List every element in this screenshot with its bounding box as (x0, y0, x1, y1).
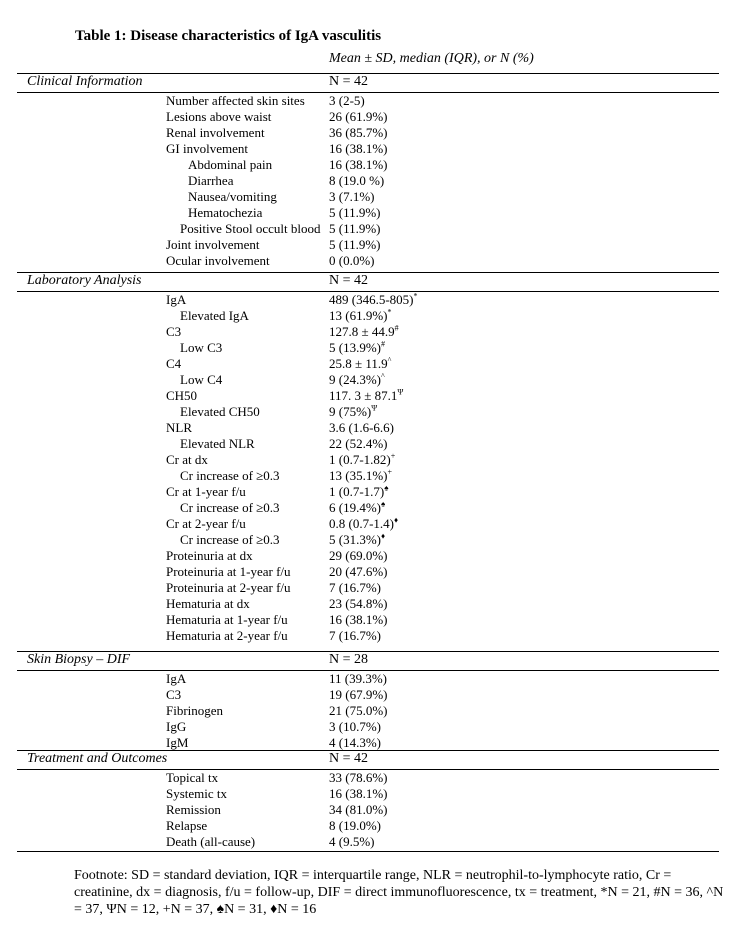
row-value: 3.6 (1.6-6.6) (329, 420, 394, 435)
table-row (0, 356, 742, 372)
table-row (0, 532, 742, 548)
table-row (0, 719, 742, 735)
row-label: Cr at 1-year f/u (166, 484, 246, 499)
row-label: Remission (166, 802, 221, 817)
row-value: 16 (38.1%) (329, 157, 388, 172)
row-label: CH50 (166, 388, 198, 403)
row-value: 20 (47.6%) (329, 564, 388, 579)
row-value: 19 (67.9%) (329, 687, 388, 702)
row-label: Death (all-cause) (166, 834, 256, 849)
row-label: Lesions above waist (166, 109, 272, 124)
table-row (0, 372, 742, 388)
row-label: Cr at 2-year f/u (166, 516, 246, 531)
table-row (0, 500, 742, 516)
footnote-marker: # (381, 339, 385, 349)
section-name: Treatment and Outcomes (27, 751, 168, 766)
table-row (0, 484, 742, 500)
table-row (0, 404, 742, 420)
row-value: 22 (52.4%) (329, 436, 388, 451)
row-label: Renal involvement (166, 125, 265, 140)
row-label: C3 (166, 324, 182, 339)
table-row (0, 340, 742, 356)
row-value: 7 (16.7%) (329, 580, 381, 595)
table-row (0, 468, 742, 484)
table-row (0, 436, 742, 452)
row-value: 3 (10.7%) (329, 719, 381, 734)
footnote-marker: Ψ (371, 403, 378, 413)
table-row (0, 671, 742, 687)
row-value: 29 (69.0%) (329, 548, 388, 563)
row-value: 8 (19.0%) (329, 818, 381, 833)
footnote-marker: ^ (387, 355, 392, 365)
footnote-marker: Ψ (397, 387, 404, 397)
row-value: 3 (7.1%) (329, 189, 375, 204)
row-label: IgA (166, 292, 187, 307)
row-value: 117. $3 \pm 87.1^\Psi$ (329, 387, 404, 403)
footnote-marker: ♠ (381, 499, 386, 509)
row-value: 5 (11.9%) (329, 221, 381, 236)
table-row (0, 770, 742, 786)
row-value: 25.8 ± 11.9^ (329, 355, 392, 371)
table-row (0, 628, 742, 644)
section-header (0, 652, 742, 668)
row-label: IgA (166, 671, 187, 686)
row-label: Positive Stool occult blood (180, 221, 321, 236)
row-label: GI involvement (166, 141, 248, 156)
row-label: Low C3 (180, 340, 223, 355)
row-value: 5 (11.9%) (329, 205, 381, 220)
row-label: NLR (166, 420, 192, 435)
table-row (0, 596, 742, 612)
section-n: N = 28 (329, 652, 369, 667)
table-row (0, 687, 742, 703)
footnote-marker: + (387, 467, 393, 477)
row-value: 13 (35.1%)+ (329, 467, 393, 483)
row-value: 13 (61.9%)* (329, 307, 392, 323)
section-n: N = 42 (329, 273, 369, 288)
row-value: 0.8 (0.7-1.4)♦ (329, 515, 399, 531)
row-label: IgG (166, 719, 187, 734)
row-label: Ocular involvement (166, 253, 270, 268)
table-row (0, 157, 742, 173)
row-value: 489 (346.5-805)* (329, 291, 418, 307)
row-label: Abdominal pain (188, 157, 273, 172)
row-label: Hematuria at 2-year f/u (166, 628, 288, 643)
row-label: Joint involvement (166, 237, 260, 252)
footnote-marker: * (413, 291, 418, 301)
footnote-marker: + (390, 451, 396, 461)
table-row (0, 141, 742, 157)
row-value: 127.8 ± 44.9# (329, 323, 399, 339)
row-value: 16 (38.1%) (329, 141, 388, 156)
row-label: Hematuria at 1-year f/u (166, 612, 288, 627)
section-n: N = 42 (329, 751, 369, 766)
row-value: 16 (38.1%) (329, 612, 388, 627)
table-row (0, 93, 742, 109)
section-name: Clinical Information (27, 74, 143, 89)
footnote-marker: ^ (381, 371, 385, 381)
section-n: N = 42 (329, 74, 369, 89)
row-value: 26 (61.9%) (329, 109, 388, 124)
row-value: 6 (19.4%)♠ (329, 499, 386, 515)
row-value: 9 $(75\%)^\Psi$ (329, 403, 378, 419)
row-label: Cr increase of ≥0.3 (180, 500, 280, 515)
row-label: Proteinuria at 2-year f/u (166, 580, 291, 595)
row-value: 1 (0.7-1.7)♠ (329, 483, 389, 499)
table-row (0, 703, 742, 719)
row-label: Elevated IgA (180, 308, 249, 323)
row-value: 7 (16.7%) (329, 628, 381, 643)
row-value: 9 (24.3%)^ (329, 371, 385, 387)
row-value: 5 (31.3%)♦ (329, 531, 386, 547)
row-value: 16 (38.1%) (329, 786, 388, 801)
row-label: Cr increase of ≥0.3 (180, 468, 280, 483)
row-label: Relapse (166, 818, 208, 833)
row-value: 33 (78.6%) (329, 770, 388, 785)
row-value: 5 (11.9%) (329, 237, 381, 252)
table-row (0, 818, 742, 834)
row-value: 23 (54.8%) (329, 596, 388, 611)
table-row (0, 834, 742, 850)
row-label: Fibrinogen (166, 703, 224, 718)
section-name: Laboratory Analysis (27, 273, 142, 288)
row-label: Number affected skin sites (166, 93, 305, 108)
table-row (0, 205, 742, 221)
table-row (0, 516, 742, 532)
row-label: Cr at dx (166, 452, 208, 467)
row-label: Nausea/vomiting (188, 189, 277, 204)
row-label: C4 (166, 356, 182, 371)
table-title: Table 1: Disease characteristics of IgA vasculitis (75, 28, 382, 44)
table-row (0, 125, 742, 141)
table-row (0, 292, 742, 308)
row-value: 4 (14.3%) (329, 735, 381, 750)
row-label: Diarrhea (188, 173, 234, 188)
row-label: Proteinuria at 1-year f/u (166, 564, 291, 579)
row-label: Elevated NLR (180, 436, 255, 451)
row-value: 36 (85.7%) (329, 125, 388, 140)
row-value: 4 (9.5%) (329, 834, 375, 849)
table-row (0, 612, 742, 628)
row-label: Hematochezia (188, 205, 263, 220)
row-value: 5 (13.9%)# (329, 339, 385, 355)
table-footnote: Footnote: SD = standard deviation, IQR = interquartile range, NLR = neutrophil-to-lymphocyte ratio, Cr = creatinine, dx = diagnosis, f/u = follow-up, DIF = direct immunofluorescence, tx = treatment, *N = 21, #N = 36, ^N = 37, ΨN = 12, +N = 37, ♠N = 31, ♦N = 16 (74, 868, 724, 917)
row-value: 0 (0.0%) (329, 253, 375, 268)
section-header (0, 751, 742, 767)
row-label: Cr increase of ≥0.3 (180, 532, 280, 547)
row-label: Topical tx (166, 770, 219, 785)
table-row (0, 580, 742, 596)
table-row (0, 548, 742, 564)
row-value: 34 (81.0%) (329, 802, 388, 817)
column-header: Mean ± SD, median (IQR), or N (%) (329, 51, 534, 66)
table-row (0, 308, 742, 324)
table-row (0, 324, 742, 340)
table-row (0, 189, 742, 205)
table-row (0, 735, 742, 751)
table-row (0, 388, 742, 404)
table-row (0, 420, 742, 436)
row-label: Systemic tx (166, 786, 228, 801)
row-label: Hematuria at dx (166, 596, 250, 611)
section-name: Skin Biopsy – DIF (27, 652, 131, 667)
table-row (0, 802, 742, 818)
table-row (0, 173, 742, 189)
footnote-marker: ♠ (384, 483, 389, 493)
table-row (0, 786, 742, 802)
footnote-marker: ♦ (381, 531, 386, 541)
section-header (0, 273, 742, 289)
row-label: Proteinuria at dx (166, 548, 253, 563)
row-label: IgM (166, 735, 189, 750)
footnote-marker: ♦ (394, 515, 399, 525)
row-value: 8 (19.0 %) (329, 173, 385, 188)
table-row (0, 564, 742, 580)
row-value: 21 (75.0%) (329, 703, 388, 718)
row-label: Low C4 (180, 372, 223, 387)
section-header (0, 74, 742, 90)
table-row (0, 237, 742, 253)
table-row (0, 452, 742, 468)
row-value: 11 (39.3%) (329, 671, 388, 686)
row-value: 1 (0.7-1.82)+ (329, 451, 396, 467)
row-value: 3 (2-5) (329, 93, 365, 108)
table-row (0, 221, 742, 237)
row-label: C3 (166, 687, 182, 702)
footnote-marker: # (394, 323, 399, 333)
row-label: Elevated CH50 (180, 404, 260, 419)
table-row (0, 109, 742, 125)
table-bottom-rule (17, 851, 719, 852)
footnote-marker: * (387, 307, 392, 317)
table-row (0, 253, 742, 269)
